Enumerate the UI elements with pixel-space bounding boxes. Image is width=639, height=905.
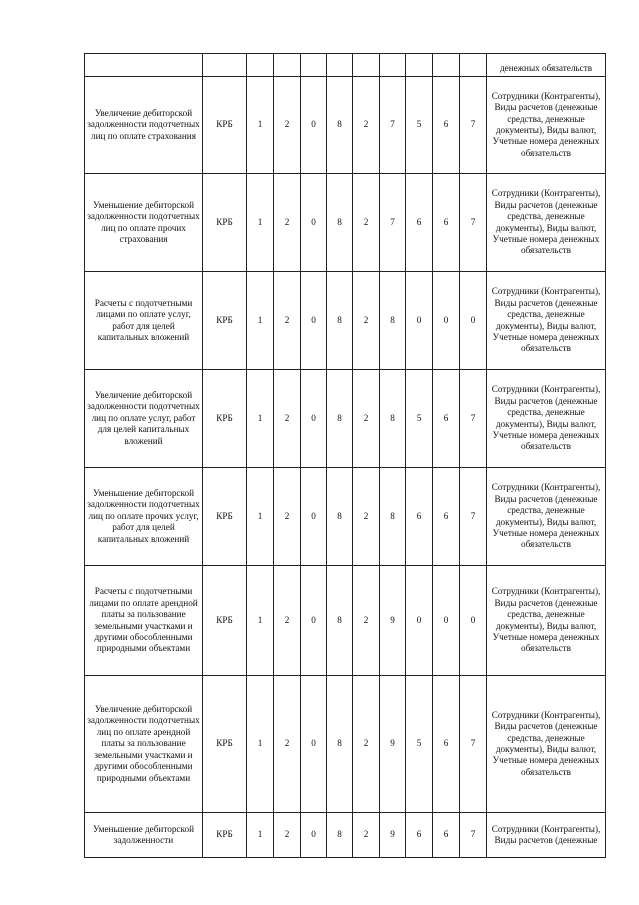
code-digit-cell: 8	[327, 813, 353, 858]
code-digit-cell: 7	[380, 77, 406, 174]
code-digit-cell: 2	[274, 272, 301, 370]
accounts-table	[84, 53, 606, 858]
code-digit-cell: 1	[247, 468, 274, 566]
account-kind-cell: КРБ	[203, 468, 247, 566]
code-digit-cell: 2	[274, 676, 301, 813]
code-digit-cell	[433, 54, 460, 77]
code-digit-cell: 0	[433, 566, 460, 676]
code-digit-cell: 6	[406, 813, 433, 858]
analytics-cell: Сотрудники (Контрагенты), Виды расчетов (денежные средства, денежные документы), Виды валют, Учетные номера денежных обязательств	[487, 676, 606, 813]
code-digit-cell: 0	[406, 272, 433, 370]
code-digit-cell: 1	[247, 813, 274, 858]
analytics-cell: Сотрудники (Контрагенты), Виды расчетов (денежные средства, денежные документы), Виды валют, Учетные номера денежных обязательств	[487, 174, 606, 272]
account-name-cell: Расчеты с подотчетными лицами по оплате арендной платы за пользование земельными участками и другими обособленными природными объектами	[85, 566, 203, 676]
code-digit-cell: 1	[247, 676, 274, 813]
code-digit-cell: 8	[327, 468, 353, 566]
account-kind-cell: КРБ	[203, 272, 247, 370]
code-digit-cell: 8	[327, 272, 353, 370]
code-digit-cell: 2	[274, 77, 301, 174]
code-digit-cell: 1	[247, 272, 274, 370]
code-digit-cell: 1	[247, 77, 274, 174]
account-kind-cell: КРБ	[203, 174, 247, 272]
table-row	[85, 676, 606, 813]
code-digit-cell: 2	[274, 174, 301, 272]
code-digit-cell	[406, 54, 433, 77]
code-digit-cell: 6	[433, 676, 460, 813]
code-digit-cell: 7	[460, 676, 487, 813]
account-kind-cell	[203, 54, 247, 77]
table-row	[85, 54, 606, 77]
code-digit-cell: 8	[327, 566, 353, 676]
code-digit-cell: 0	[301, 813, 327, 858]
table-row	[85, 77, 606, 174]
code-digit-cell: 0	[301, 566, 327, 676]
code-digit-cell: 5	[406, 77, 433, 174]
code-digit-cell: 0	[460, 272, 487, 370]
code-digit-cell: 8	[380, 370, 406, 468]
analytics-cell: Сотрудники (Контрагенты), Виды расчетов (денежные средства, денежные документы), Виды валют, Учетные номера денежных обязательств	[487, 468, 606, 566]
account-kind-cell: КРБ	[203, 77, 247, 174]
code-digit-cell	[327, 54, 353, 77]
table-row	[85, 566, 606, 676]
code-digit-cell	[353, 54, 380, 77]
code-digit-cell: 8	[327, 676, 353, 813]
account-name-cell: Уменьшение дебиторской задолженности	[85, 813, 203, 858]
code-digit-cell	[460, 54, 487, 77]
code-digit-cell: 8	[380, 272, 406, 370]
code-digit-cell: 2	[353, 272, 380, 370]
code-digit-cell: 7	[460, 468, 487, 566]
table-row	[85, 174, 606, 272]
code-digit-cell: 9	[380, 676, 406, 813]
code-digit-cell: 6	[406, 468, 433, 566]
account-name-cell: Увеличение дебиторской задолженности подотчетных лиц по оплате арендной платы за пользование земельными участками и другими обособленными природными объектами	[85, 676, 203, 813]
analytics-cell: Сотрудники (Контрагенты), Виды расчетов (денежные средства, денежные документы), Виды валют, Учетные номера денежных обязательств	[487, 272, 606, 370]
code-digit-cell: 2	[353, 174, 380, 272]
account-name-cell: Уменьшение дебиторской задолженности подотчетных лиц по оплате прочих страхования	[85, 174, 203, 272]
code-digit-cell: 0	[301, 77, 327, 174]
code-digit-cell: 6	[433, 370, 460, 468]
account-name-cell: Расчеты с подотчетными лицами по оплате услуг, работ для целей капитальных вложений	[85, 272, 203, 370]
code-digit-cell: 7	[460, 174, 487, 272]
code-digit-cell: 6	[433, 813, 460, 858]
code-digit-cell: 2	[274, 813, 301, 858]
code-digit-cell: 6	[433, 468, 460, 566]
code-digit-cell	[274, 54, 301, 77]
account-kind-cell: КРБ	[203, 566, 247, 676]
code-digit-cell	[380, 54, 406, 77]
code-digit-cell: 8	[327, 77, 353, 174]
code-digit-cell: 0	[301, 370, 327, 468]
code-digit-cell: 7	[460, 813, 487, 858]
code-digit-cell: 6	[433, 77, 460, 174]
code-digit-cell: 5	[406, 676, 433, 813]
code-digit-cell: 0	[433, 272, 460, 370]
account-name-cell: Увеличение дебиторской задолженности подотчетных лиц по оплате услуг, работ для целей капитальных вложений	[85, 370, 203, 468]
account-name-cell	[85, 54, 203, 77]
code-digit-cell: 9	[380, 566, 406, 676]
code-digit-cell: 2	[353, 676, 380, 813]
code-digit-cell: 0	[301, 174, 327, 272]
code-digit-cell: 2	[353, 77, 380, 174]
account-name-cell: Уменьшение дебиторской задолженности подотчетных лиц по оплате прочих услуг, работ для целей капитальных вложений	[85, 468, 203, 566]
account-name-cell: Увеличение дебиторской задолженности подотчетных лиц по оплате страхования	[85, 77, 203, 174]
code-digit-cell: 9	[380, 813, 406, 858]
code-digit-cell: 7	[460, 77, 487, 174]
code-digit-cell	[301, 54, 327, 77]
code-digit-cell: 0	[301, 468, 327, 566]
code-digit-cell: 2	[353, 468, 380, 566]
account-kind-cell: КРБ	[203, 813, 247, 858]
code-digit-cell: 2	[274, 468, 301, 566]
analytics-cell: Сотрудники (Контрагенты), Виды расчетов (денежные средства, денежные документы), Виды валют, Учетные номера денежных обязательств	[487, 77, 606, 174]
table-row	[85, 272, 606, 370]
table-row	[85, 468, 606, 566]
account-kind-cell: КРБ	[203, 370, 247, 468]
code-digit-cell: 2	[274, 566, 301, 676]
code-digit-cell: 8	[327, 174, 353, 272]
code-digit-cell: 1	[247, 370, 274, 468]
code-digit-cell: 0	[460, 566, 487, 676]
code-digit-cell: 0	[301, 272, 327, 370]
code-digit-cell: 1	[247, 566, 274, 676]
code-digit-cell: 2	[274, 370, 301, 468]
account-kind-cell: КРБ	[203, 676, 247, 813]
code-digit-cell	[247, 54, 274, 77]
analytics-cell: Сотрудники (Контрагенты), Виды расчетов (денежные	[487, 813, 606, 858]
table-row	[85, 370, 606, 468]
analytics-cell: Сотрудники (Контрагенты), Виды расчетов (денежные средства, денежные документы), Виды валют, Учетные номера денежных обязательств	[487, 370, 606, 468]
analytics-cell: денежных обязательств	[487, 54, 606, 77]
table-row	[85, 813, 606, 858]
code-digit-cell: 0	[301, 676, 327, 813]
code-digit-cell: 6	[406, 174, 433, 272]
analytics-cell: Сотрудники (Контрагенты), Виды расчетов (денежные средства, денежные документы), Виды валют, Учетные номера денежных обязательств	[487, 566, 606, 676]
code-digit-cell: 0	[406, 566, 433, 676]
code-digit-cell: 1	[247, 174, 274, 272]
code-digit-cell: 2	[353, 813, 380, 858]
code-digit-cell: 2	[353, 370, 380, 468]
code-digit-cell: 8	[327, 370, 353, 468]
code-digit-cell: 2	[353, 566, 380, 676]
code-digit-cell: 5	[406, 370, 433, 468]
code-digit-cell: 7	[460, 370, 487, 468]
code-digit-cell: 6	[433, 174, 460, 272]
code-digit-cell: 7	[380, 174, 406, 272]
code-digit-cell: 8	[380, 468, 406, 566]
